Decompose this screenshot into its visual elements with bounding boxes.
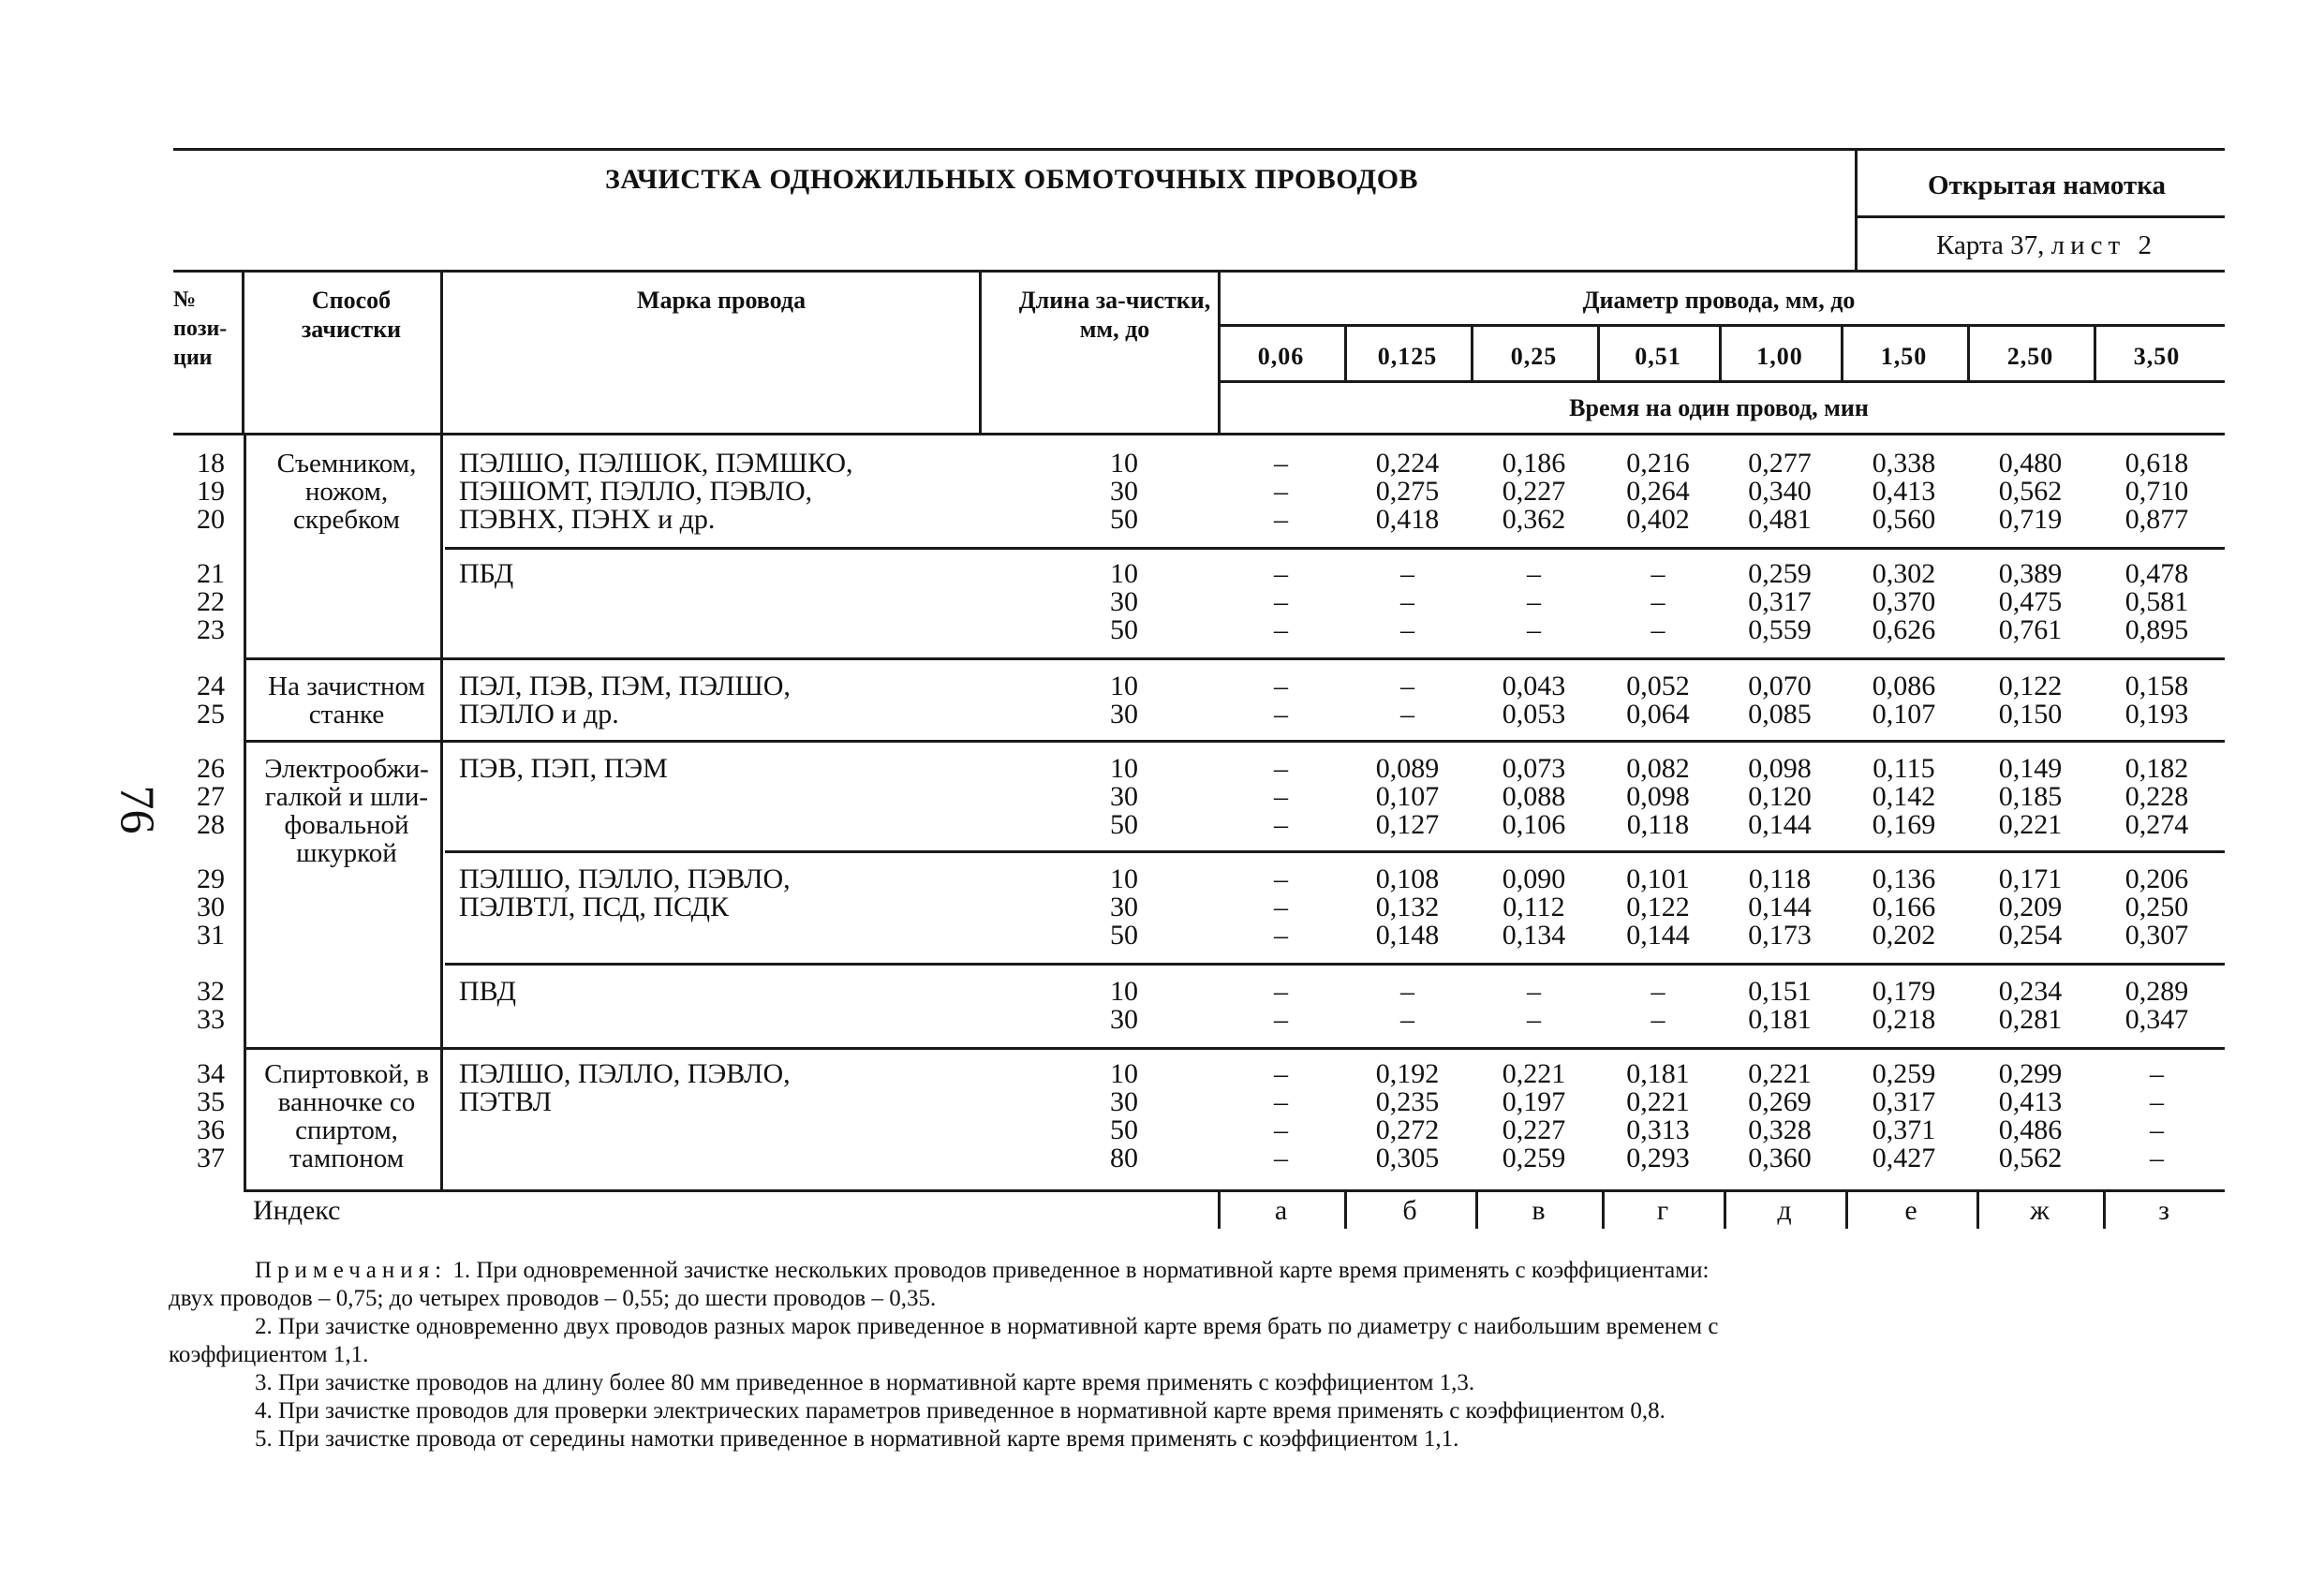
diameter-4: 1,00 bbox=[1756, 343, 1803, 370]
diameter-1: 0,125 bbox=[1377, 343, 1438, 370]
group-method: Спиртовкой, в ванночке со спиртом, тампоном bbox=[264, 1059, 429, 1173]
col-time: Время на один провод, мин bbox=[1569, 394, 1869, 421]
group-value: 0,221 0,197 0,227 0,259 bbox=[1502, 1058, 1566, 1173]
header-open-winding: Открытая намотка bbox=[1927, 170, 2167, 200]
group-value: 0,338 0,413 0,560 bbox=[1872, 448, 1936, 535]
group-value: 0,224 0,275 0,418 bbox=[1375, 448, 1440, 535]
col-method: Способ зачистки bbox=[301, 287, 402, 343]
group-positions: 18 19 20 bbox=[197, 448, 225, 535]
note-4: 4. При зачистке проводов для проверки электрических параметров приведенное в нормативной карте время применять с коэффициентом 0,8. bbox=[255, 1398, 1665, 1423]
group-value: – – bbox=[1400, 976, 1414, 1035]
group-positions: 21 22 23 bbox=[197, 558, 225, 645]
group-length: 10 30 50 bbox=[1110, 448, 1138, 535]
group-value: 0,259 0,317 0,371 0,427 bbox=[1872, 1058, 1936, 1173]
diameter-6: 2,50 bbox=[2006, 343, 2054, 370]
group-value: 0,478 0,581 0,895 bbox=[2124, 558, 2189, 645]
col-length: Длина за-чистки, мм, до bbox=[1018, 287, 1211, 343]
group-value: 0,221 0,269 0,328 0,360 bbox=[1748, 1058, 1812, 1173]
group-wire-mark: ПЭЛШО, ПЭЛЛО, ПЭВЛО, ПЭТВЛ bbox=[459, 1058, 791, 1117]
group-value: 0,043 0,053 bbox=[1502, 671, 1566, 730]
group-value: – – – bbox=[1400, 558, 1414, 645]
index-label: Индекс bbox=[253, 1195, 341, 1226]
group-value: 0,302 0,370 0,626 bbox=[1872, 558, 1936, 645]
group-value: 0,389 0,475 0,761 bbox=[1998, 558, 2063, 645]
group-value: 0,089 0,107 0,127 bbox=[1375, 753, 1440, 840]
group-value: 0,299 0,413 0,486 0,562 bbox=[1998, 1058, 2063, 1173]
group-method: Съемником, ножом, скребком bbox=[276, 449, 417, 535]
group-value: 0,171 0,209 0,254 bbox=[1998, 863, 2063, 951]
group-value: 0,206 0,250 0,307 bbox=[2124, 863, 2189, 951]
group-value: 0,090 0,112 0,134 bbox=[1502, 863, 1566, 951]
note-3: 3. При зачистке проводов на длину более 80 мм приведенное в нормативной карте время применять с коэффициентом 1,3. bbox=[255, 1370, 1475, 1395]
group-value: – – bbox=[1527, 976, 1541, 1035]
col-position: № пози-ции bbox=[173, 288, 228, 370]
group-length: 10 30 50 80 bbox=[1110, 1058, 1138, 1173]
group-wire-mark: ПВД bbox=[459, 976, 516, 1007]
group-length: 10 30 bbox=[1110, 976, 1138, 1035]
group-value: 0,277 0,340 0,481 bbox=[1748, 448, 1812, 535]
group-method: Электрообжи-галкой и шли-фовальной шкуркой bbox=[264, 754, 429, 868]
group-value: 0,158 0,193 bbox=[2124, 671, 2189, 730]
group-value: 0,082 0,098 0,118 bbox=[1626, 753, 1690, 840]
group-value: 0,618 0,710 0,877 bbox=[2124, 448, 2189, 535]
group-positions: 29 30 31 bbox=[197, 863, 225, 951]
group-value: 0,149 0,185 0,221 bbox=[1998, 753, 2063, 840]
col-diameter: Диаметр провода, мм, до bbox=[1582, 287, 1856, 314]
index-letter: е bbox=[1904, 1195, 1917, 1226]
index-letter: в bbox=[1532, 1195, 1546, 1226]
group-value: – – bbox=[1650, 976, 1665, 1035]
group-wire-mark: ПЭЛШО, ПЭЛЛО, ПЭВЛО, ПЭЛВТЛ, ПСД, ПСДК bbox=[459, 863, 791, 922]
group-wire-mark: ПЭЛ, ПЭВ, ПЭМ, ПЭЛШО, ПЭЛЛО и др. bbox=[459, 671, 791, 730]
note-5: 5. При зачистке провода от середины намотки приведенное в нормативной карте время применять с коэффициентом 1,1. bbox=[255, 1426, 1459, 1452]
group-value: 0,289 0,347 bbox=[2124, 976, 2189, 1035]
group-value: – – – bbox=[1274, 448, 1288, 535]
group-method: На зачистном станке bbox=[268, 671, 425, 730]
group-value: – – – – bbox=[2150, 1058, 2164, 1173]
group-positions: 32 33 bbox=[197, 976, 225, 1035]
group-value: 0,122 0,150 bbox=[1998, 671, 2063, 730]
group-length: 10 30 50 bbox=[1110, 753, 1138, 840]
group-value: – – – bbox=[1527, 558, 1541, 645]
col-mark: Марка провода bbox=[636, 287, 807, 314]
group-wire-mark: ПЭЛШО, ПЭЛШОК, ПЭМШКО, ПЭШОМТ, ПЭЛЛО, ПЭВЛО, ПЭВНХ, ПЭНХ и др. bbox=[459, 448, 853, 535]
group-value: 0,179 0,218 bbox=[1872, 976, 1936, 1035]
group-value: 0,108 0,132 0,148 bbox=[1375, 863, 1440, 951]
group-value: 0,186 0,227 0,362 bbox=[1502, 448, 1566, 535]
group-value: 0,216 0,264 0,402 bbox=[1626, 448, 1690, 535]
header-card-sheet bbox=[1864, 230, 2229, 261]
index-letter: ж bbox=[2030, 1195, 2050, 1226]
group-value: 0,480 0,562 0,719 bbox=[1998, 448, 2063, 535]
notes-heading: Примечания: bbox=[255, 1258, 448, 1283]
group-length: 10 30 50 bbox=[1110, 558, 1138, 645]
diameter-3: 0,51 bbox=[1635, 343, 1681, 370]
group-length: 10 30 50 bbox=[1110, 863, 1138, 951]
group-value: – – – – bbox=[1274, 1058, 1288, 1173]
group-positions: 34 35 36 37 bbox=[197, 1058, 225, 1173]
group-wire-mark: ПЭВ, ПЭП, ПЭМ bbox=[459, 753, 668, 784]
diameter-7: 3,50 bbox=[2133, 343, 2181, 370]
group-value: 0,118 0,144 0,173 bbox=[1748, 863, 1812, 951]
note-2b: коэффициентом 1,1. bbox=[169, 1342, 369, 1367]
group-value: – – – bbox=[1650, 558, 1665, 645]
group-wire-mark: ПБД bbox=[459, 558, 514, 589]
group-value: 0,098 0,120 0,144 bbox=[1748, 753, 1812, 840]
group-value: 0,115 0,142 0,169 bbox=[1872, 753, 1936, 840]
note-1b: двух проводов – 0,75; до четырех проводов – 0,55; до шести проводов – 0,35. bbox=[169, 1286, 937, 1311]
group-value: 0,259 0,317 0,559 bbox=[1748, 558, 1812, 645]
diameter-0: 0,06 bbox=[1257, 343, 1305, 370]
group-value: 0,101 0,122 0,144 bbox=[1626, 863, 1690, 951]
index-letter: г bbox=[1656, 1195, 1669, 1226]
card-number: Карта 37, bbox=[1936, 230, 2045, 260]
index-letter: з bbox=[2158, 1195, 2169, 1226]
group-value: 0,234 0,281 bbox=[1998, 976, 2063, 1035]
group-value: 0,192 0,235 0,272 0,305 bbox=[1375, 1058, 1440, 1173]
group-value: 0,136 0,166 0,202 bbox=[1872, 863, 1936, 951]
group-value: – – bbox=[1400, 671, 1414, 730]
group-value: – – bbox=[1274, 976, 1288, 1035]
index-letter: а bbox=[1274, 1195, 1288, 1226]
page-number: 76 bbox=[110, 785, 164, 834]
group-value: – – – bbox=[1274, 753, 1288, 840]
group-positions: 26 27 28 bbox=[197, 753, 225, 840]
group-value: 0,052 0,064 bbox=[1626, 671, 1690, 730]
index-letter: б bbox=[1402, 1195, 1417, 1226]
note-2a: 2. При зачистке одновременно двух проводов разных марок приведенное в нормативной карте время брать по диаметру с наибольшим временем с bbox=[255, 1314, 1719, 1339]
notes bbox=[169, 1257, 2211, 1453]
group-value: 0,086 0,107 bbox=[1872, 671, 1936, 730]
diameter-2: 0,25 bbox=[1510, 343, 1558, 370]
diameter-5: 1,50 bbox=[1880, 343, 1928, 370]
group-value: 0,182 0,228 0,274 bbox=[2124, 753, 2189, 840]
group-value: 0,070 0,085 bbox=[1748, 671, 1812, 730]
note-1a: 1. При одновременной зачистке нескольких проводов приведенное в нормативной карте время применять с коэффициентами: bbox=[447, 1258, 1710, 1283]
group-value: – – – bbox=[1274, 558, 1288, 645]
group-length: 10 30 bbox=[1110, 671, 1138, 730]
index-letter: д bbox=[1777, 1195, 1792, 1226]
sheet-number: лист 2 bbox=[2050, 230, 2157, 260]
group-value: – – bbox=[1274, 671, 1288, 730]
page-title: ЗАЧИСТКА ОДНОЖИЛЬНЫХ ОБМОТОЧНЫХ ПРОВОДОВ bbox=[604, 164, 1419, 195]
group-value: 0,073 0,088 0,106 bbox=[1502, 753, 1566, 840]
group-positions: 24 25 bbox=[197, 671, 225, 730]
group-value: – – – bbox=[1274, 863, 1288, 951]
group-value: 0,151 0,181 bbox=[1748, 976, 1812, 1035]
group-value: 0,181 0,221 0,313 0,293 bbox=[1626, 1058, 1690, 1173]
